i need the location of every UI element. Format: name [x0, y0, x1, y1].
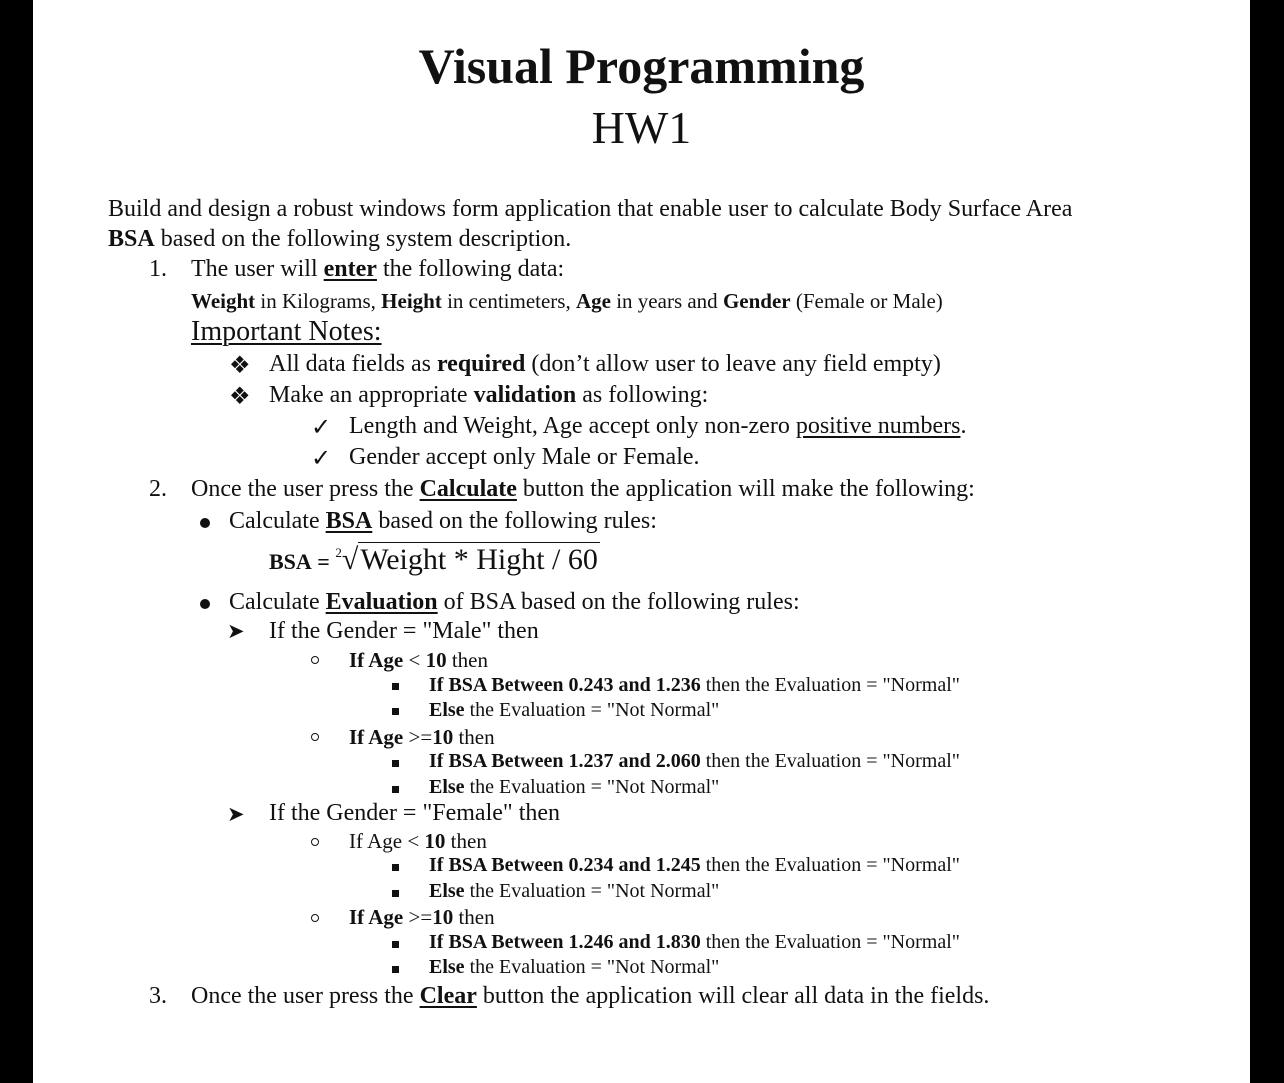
female-age-10-plus: If Age >=10 then — [349, 905, 495, 929]
radical-sign: √ — [341, 543, 359, 576]
male-c1-r1-square — [392, 683, 399, 690]
bullet-1-dot — [200, 518, 210, 528]
item-1-number: 1. — [149, 256, 167, 282]
note-2-marker: ❖ — [229, 384, 251, 410]
female-c1-ring — [311, 838, 319, 846]
item-3-text: Once the user press the Clear button the application will clear all data in the fields. — [191, 983, 990, 1009]
female-condition: If the Gender = "Female" then — [269, 800, 561, 826]
document-page — [33, 0, 1250, 1083]
intro-bsa: BSA — [108, 226, 155, 252]
male-c2-ring — [311, 733, 319, 741]
male-c1-rule-else: Else the Evaluation = "Not Normal" — [429, 699, 720, 721]
clear-keyword: Clear — [419, 983, 477, 1009]
intro-line-2: BSA based on the following system description. — [108, 226, 572, 252]
check-1-icon: ✓ — [311, 415, 332, 441]
female-c2-rule-normal: If BSA Between 1.246 and 1.830 then the Evaluation = "Normal" — [429, 931, 960, 953]
bsa-formula: BSA = $^2$√Weight * Hight / 60 — [269, 543, 598, 576]
male-c2-rule-else: Else the Evaluation = "Not Normal" — [429, 776, 720, 798]
female-c1-r2-square — [392, 890, 399, 897]
calculate-keyword: Calculate — [419, 476, 517, 502]
intro-line-1: Build and design a robust windows form application that enable user to calculate Body Surface Area — [108, 196, 1073, 222]
item-2-number: 2. — [149, 476, 167, 502]
check-1-text: Length and Weight, Age accept only non-zero positive numbers. — [349, 413, 967, 439]
bullet-2-text: Calculate Evaluation of BSA based on the following rules: — [229, 589, 800, 615]
male-condition: If the Gender = "Male" then — [269, 618, 539, 644]
female-c1-rule-else: Else the Evaluation = "Not Normal" — [429, 880, 720, 902]
male-c1-r2-square — [392, 708, 399, 715]
male-age-under-10: If Age < 10 then — [349, 648, 488, 672]
male-c1-ring — [311, 656, 319, 664]
male-c1-rule-normal: If BSA Between 0.243 and 1.236 then the Evaluation = "Normal" — [429, 674, 960, 696]
female-age-under-10: If Age < 10 then — [349, 829, 487, 853]
page-title: Visual Programming — [418, 38, 865, 94]
female-c2-rule-else: Else the Evaluation = "Not Normal" — [429, 956, 720, 978]
note-1-marker: ❖ — [229, 353, 251, 379]
female-c2-r2-square — [392, 966, 399, 973]
male-age-10-plus: If Age >=10 then — [349, 725, 495, 749]
check-2-icon: ✓ — [311, 446, 332, 472]
female-c1-rule-normal: If BSA Between 0.234 and 1.245 then the Evaluation = "Normal" — [429, 854, 960, 876]
note-1-text: All data fields as required (don’t allow user to leave any field empty) — [269, 351, 941, 377]
note-2-text: Make an appropriate validation as following: — [269, 382, 709, 408]
male-c2-r1-square — [392, 760, 399, 767]
male-arrow-icon: ➤ — [227, 619, 245, 643]
bullet-2-dot — [200, 599, 210, 609]
item-1-data-line: Weight in Kilograms, Height in centimeters, Age in years and Gender (Female or Male) — [191, 289, 943, 313]
page-subtitle: HW1 — [591, 102, 692, 153]
important-notes-heading: Important Notes: — [191, 316, 382, 347]
item-1-text: The user will enter the following data: — [191, 256, 565, 282]
female-arrow-icon: ➤ — [227, 802, 245, 826]
male-c2-rule-normal: If BSA Between 1.237 and 2.060 then the Evaluation = "Normal" — [429, 750, 960, 772]
item-2-text: Once the user press the Calculate button the application will make the following: — [191, 476, 975, 502]
item-1 — [149, 256, 167, 283]
bullet-1-text: Calculate BSA based on the following rules: — [229, 508, 657, 534]
item-1-keyword: enter — [323, 256, 377, 282]
female-c2-ring — [311, 914, 319, 922]
male-c2-r2-square — [392, 786, 399, 793]
female-c2-r1-square — [392, 941, 399, 948]
check-2-text: Gender accept only Male or Female. — [349, 444, 700, 470]
item-3-number: 3. — [149, 983, 167, 1009]
female-c1-r1-square — [392, 864, 399, 871]
